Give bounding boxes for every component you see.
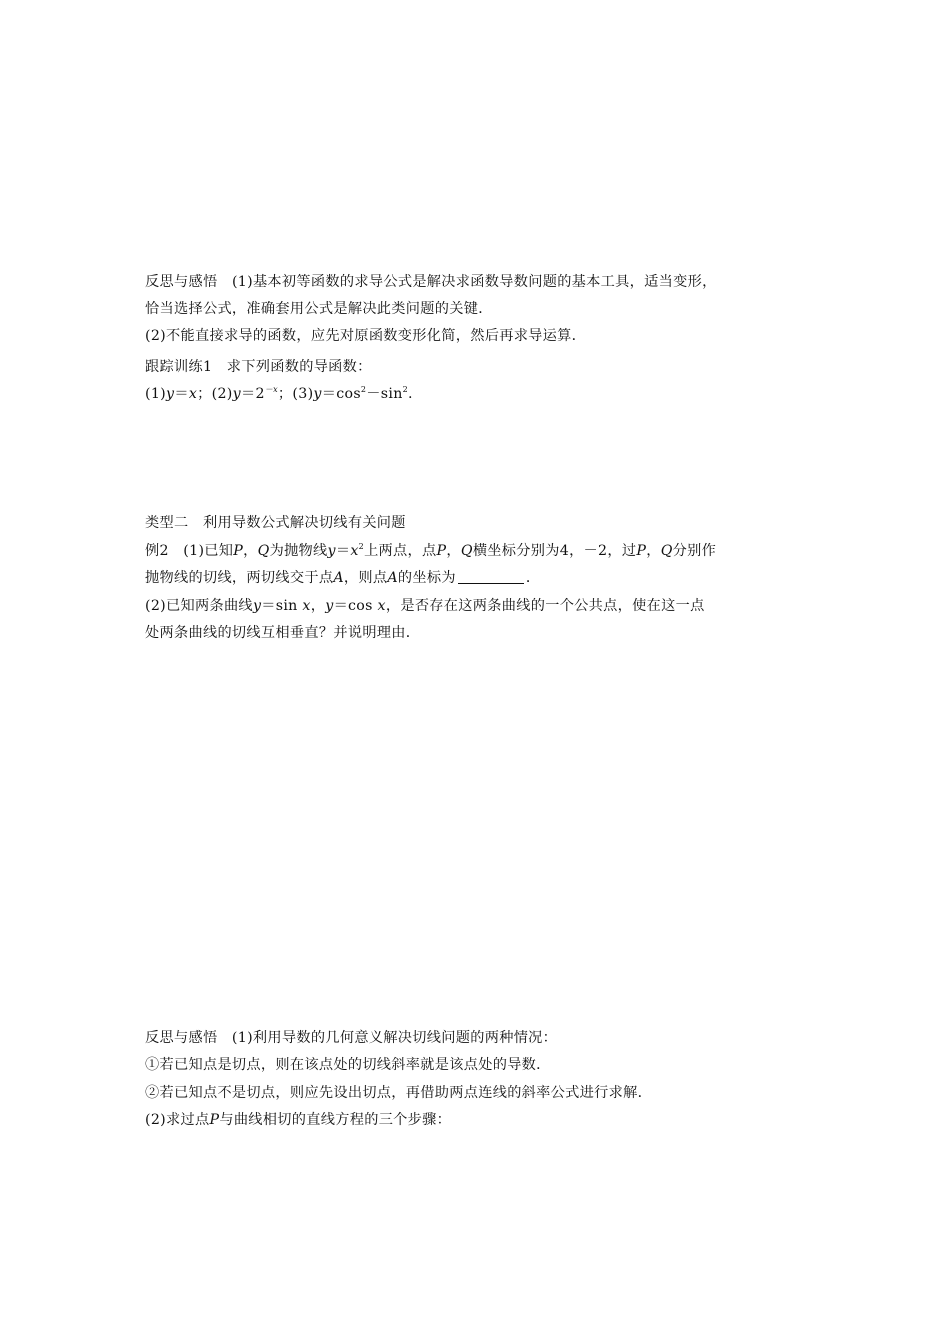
reflection-2-line-4: (2)求过点P与曲线相切的直线方程的三个步骤：	[145, 1112, 452, 1128]
type-2-title: 类型二 利用导数公式解决切线有关问题	[145, 515, 406, 531]
practice-title: 跟踪训练1 求下列函数的导函数：	[145, 359, 372, 375]
example-2-line-1: 例2 (1)已知P，Q为抛物线$y=x^2$上两点，点P，Q横坐标分别为4，－2，过P，Q分别作	[145, 542, 717, 559]
reflection-1-line-1: 反思与感悟 (1)基本初等函数的求导公式是解决求函数导数问题的基本工具，适当变形，	[145, 274, 717, 290]
reflection-1-line-2: 恰当选择公式，准确套用公式是解决此类问题的关键．	[145, 301, 493, 317]
example-2-line-3: (2)已知两条曲线y＝sin x，y＝cos x，是否存在这两条曲线的一个公共点，使在这一点	[145, 598, 705, 614]
example-2-line-4: 处两条曲线的切线互相垂直？并说明理由．	[145, 625, 421, 641]
reflection-2-line-3: ②若已知点不是切点，则应先设出切点，再借助两点连线的斜率公式进行求解．	[145, 1085, 653, 1101]
reflection-label: 反思与感悟	[145, 274, 218, 290]
reflection-2-line-2: ①若已知点是切点，则在该点处的切线斜率就是该点处的导数．	[145, 1057, 551, 1073]
practice-problems: (1)y＝x；$(2)y=2^{-x}$；$(3)y=\cos^2-\sin^2$.	[145, 385, 413, 402]
example-2-line-2: 抛物线的切线，两切线交于点A，则点A的坐标为 ．	[145, 570, 541, 586]
reflection-1-line-3: (2)不能直接求导的函数，应先对原函数变形化简，然后再求导运算．	[145, 328, 587, 344]
answer-blank	[458, 569, 524, 584]
reflection-2-line-1: 反思与感悟 (1)利用导数的几何意义解决切线问题的两种情况：	[145, 1030, 558, 1046]
